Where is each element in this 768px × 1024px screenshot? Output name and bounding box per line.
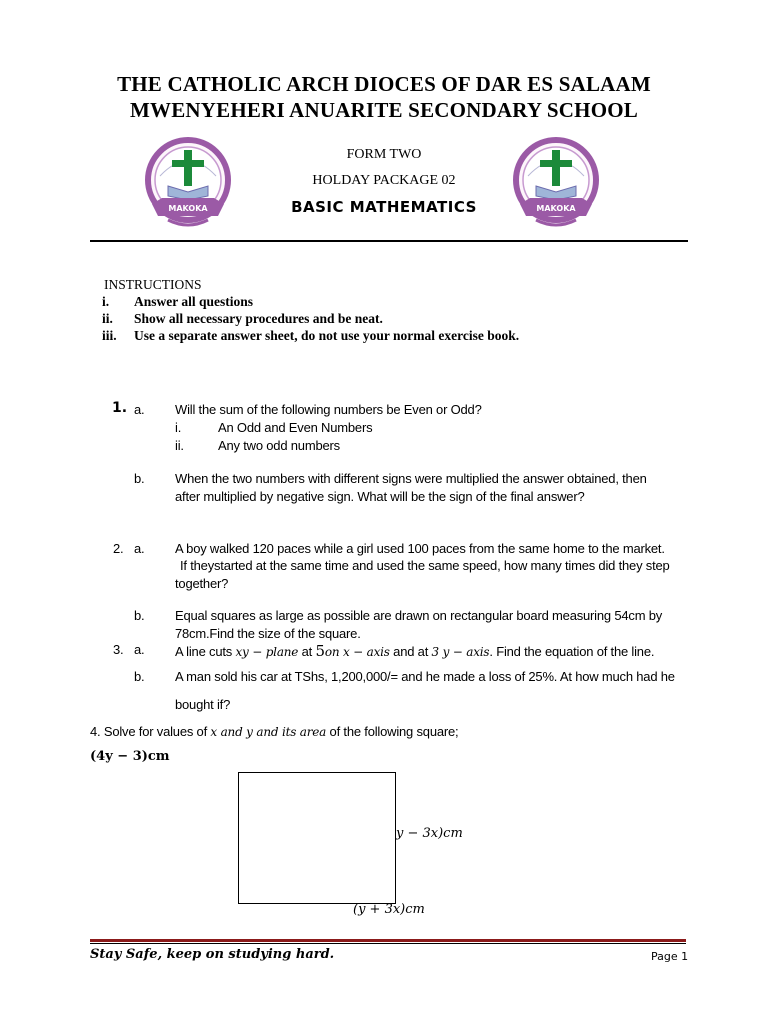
question-text: Will the sum of the following numbers be Even or Odd? bbox=[175, 402, 482, 417]
instructions-heading: INSTRUCTIONS bbox=[104, 277, 202, 292]
question-text bbox=[90, 724, 458, 739]
question-part-label: a. bbox=[134, 541, 145, 556]
math-expression: (4y − 3)cm bbox=[90, 749, 170, 764]
instruction-text: Answer all questions bbox=[134, 294, 254, 309]
question-text: Equal squares as large as possible are drawn on rectangular board measuring 54cm by bbox=[175, 608, 663, 623]
instruction-num: ii. bbox=[102, 311, 113, 326]
question-part-label: a. bbox=[134, 642, 145, 657]
footer-rule-red bbox=[90, 939, 686, 942]
question-part-label: a. bbox=[134, 402, 145, 417]
text-run: of the following square; bbox=[326, 724, 459, 739]
question-text: 78cm.Find the size of the square. bbox=[175, 626, 361, 641]
math-expression: x and y and its area bbox=[210, 725, 327, 739]
subpart-text: Any two odd numbers bbox=[218, 438, 340, 453]
subject-title: BASIC MATHEMATICS bbox=[291, 198, 477, 216]
question-text: bought if? bbox=[175, 697, 231, 712]
school-diocese-title: THE CATHOLIC ARCH DIOCES OF DAR ES SALAAM bbox=[117, 72, 651, 96]
instruction-num: i. bbox=[102, 294, 110, 309]
question-part-label: b. bbox=[134, 669, 145, 684]
instruction-text: Use a separate answer sheet, do not use your normal exercise book. bbox=[134, 328, 520, 343]
text-run: A line cuts bbox=[175, 644, 236, 659]
text-run: and at bbox=[389, 644, 432, 659]
seal-motto-text: MAKOKA bbox=[536, 204, 576, 213]
package-label: HOLDAY PACKAGE 02 bbox=[312, 173, 456, 188]
subpart-num: ii. bbox=[175, 438, 184, 453]
math-expression: on x − axis bbox=[324, 645, 390, 659]
math-expression: 3 y − axis bbox=[431, 645, 490, 659]
question-text: A man sold his car at TShs, 1,200,000/= and he made a loss of 25%. At how much had he bbox=[175, 669, 675, 684]
subpart-num: i. bbox=[175, 420, 182, 435]
question-text: When the two numbers with different signs were multiplied the answer obtained, then bbox=[175, 471, 647, 486]
question-text: A boy walked 120 paces while a girl used 100 paces from the same home to the market. bbox=[175, 541, 665, 556]
question-part-label: b. bbox=[134, 471, 145, 486]
square-figure bbox=[238, 772, 396, 904]
header-divider bbox=[90, 240, 688, 242]
subpart-text: An Odd and Even Numbers bbox=[218, 420, 373, 435]
text-run: . Find the equation of the line. bbox=[489, 644, 655, 659]
question-part-label: b. bbox=[134, 608, 145, 623]
question-text bbox=[175, 642, 654, 660]
math-expression: xy − plane bbox=[235, 645, 299, 659]
square-top-label bbox=[90, 749, 170, 764]
text-run: 4. Solve for values of bbox=[90, 724, 211, 739]
school-name-title: MWENYEHERI ANUARITE SECONDARY SCHOOL bbox=[129, 98, 638, 122]
text-run: at bbox=[298, 644, 316, 659]
square-bottom-label: (y + 3x)cm bbox=[353, 902, 425, 917]
math-number: 5 bbox=[315, 642, 325, 660]
question-number: 1. bbox=[112, 400, 128, 416]
square-right-label: y − 3x)cm bbox=[396, 826, 463, 841]
page-number: Page 1 bbox=[651, 950, 689, 963]
footer-motto: Stay Safe, keep on studying hard. bbox=[90, 947, 335, 962]
question-number: 3. bbox=[113, 642, 124, 657]
instruction-text: Show all necessary procedures and be neat. bbox=[134, 311, 383, 326]
question-text: after multiplied by negative sign. What will be the sign of the final answer? bbox=[175, 489, 585, 504]
instruction-num: iii. bbox=[102, 328, 117, 343]
footer-rule-black bbox=[90, 943, 686, 944]
question-number: 2. bbox=[113, 541, 124, 556]
form-label: FORM TWO bbox=[346, 147, 422, 162]
seal-motto-text: MAKOKA bbox=[168, 204, 208, 213]
question-text: together? bbox=[175, 576, 229, 591]
question-text: If theystarted at the same time and used the same speed, how many times did they step bbox=[180, 558, 670, 573]
